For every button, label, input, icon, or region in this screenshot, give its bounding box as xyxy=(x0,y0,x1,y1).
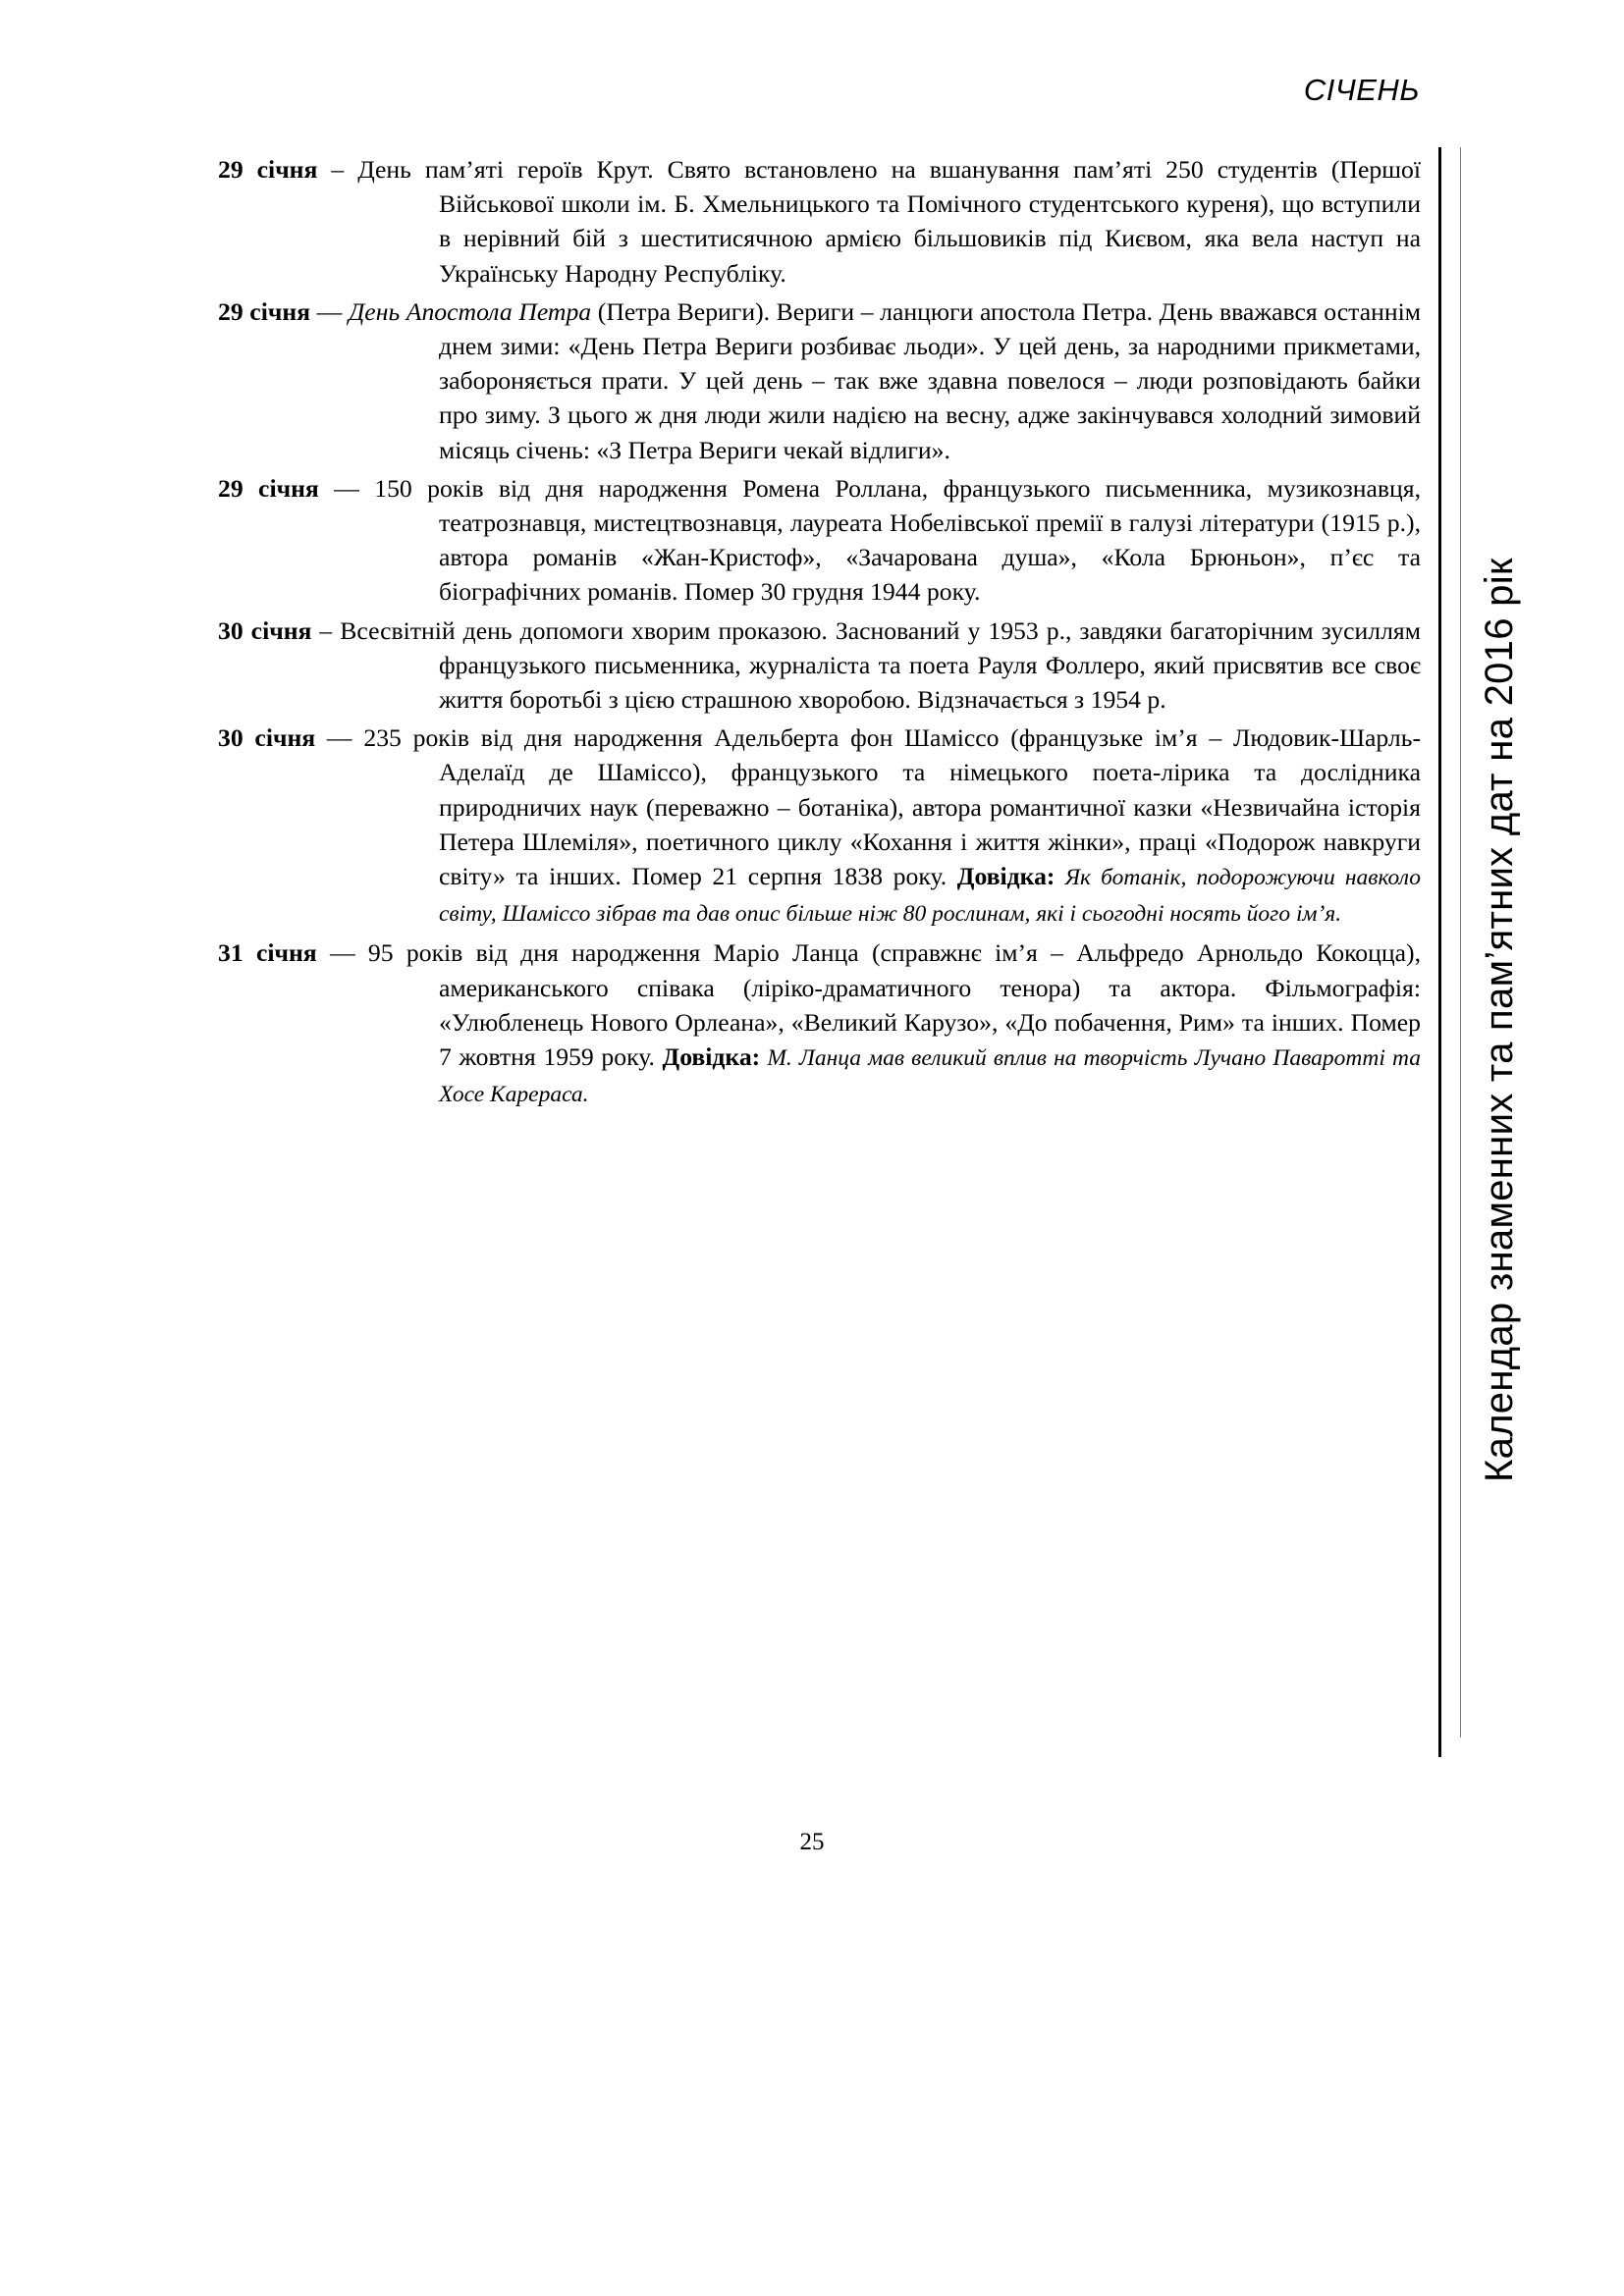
entry-text: 235 років від дня народження Адельберта фон Шаміссо (французьке ім’я – Людовик-Шарль-Аделаїд де Шаміссо), французького та німецького поета-лірика та дослідника природничих наук (переважно – ботаніка), автора романтичної казки «Незвичайна історія Петера Шлеміля», поетичного циклу «Кохання і життя жінки», праці «Подорож навкруги світу» та інших. Помер 21 серпня 1838 року. xyxy=(363,723,1421,891)
calendar-entry xyxy=(218,294,1421,467)
entry-separator: – xyxy=(317,155,358,184)
reference-label: Довідка: xyxy=(956,862,1056,891)
entry-separator: — xyxy=(316,938,368,968)
side-title: Календар знаменних та пам’ятних дат на 2016 рік xyxy=(1478,558,1521,1482)
entry-separator: — xyxy=(310,296,349,326)
calendar-entry xyxy=(218,471,1421,610)
entry-text: 150 років від дня народження Ромена Роллана, французького письменника, музикознавця, театрознавця, мистецтвознавця, лауреата Нобелівської премії в галузі літератури (1915 р.), автора романів «Жан-Кристоф», «Зачарована душа», «Кола Брюньон», п’єс та біографічних романів. Помер 30 грудня 1944 року. xyxy=(374,473,1422,607)
entry-separator: — xyxy=(318,473,375,503)
section-header: СІЧЕНЬ xyxy=(1303,73,1420,107)
margin-rule-thick xyxy=(1438,147,1441,1757)
entry-separator: – xyxy=(311,615,341,645)
calendar-entry xyxy=(218,935,1421,1112)
entry-separator: — xyxy=(315,723,364,753)
entry-text: Всесвітній день допомоги хворим проказою. Заснований у 1953 р., завдяки багаторічним зусиллям французького письменника, журналіста та поета Рауля Фоллеро, який присвятив все своє життя боротьбі з цією страшною хворобою. Відзначається з 1954 р. xyxy=(340,615,1421,715)
entry-date: 30 січня xyxy=(218,723,316,753)
reference-text: Як ботанік, подорожуючи навколо світу, Шаміссо зібрав та дав опис більше ніж 80 рослинам, які і сьогодні носять його ім’я. xyxy=(439,865,1422,928)
entry-text: День пам’яті героїв Крут. Свято встановлено на вшанування пам’яті 250 студентів (Першої Військової школи ім. Б. Хмельницького та Помічного студентського куреня), що вступили в нерівний бій з шеститисячною армією більшовиків під Києвом, яка вела наступ на Українську Народну Республіку. xyxy=(357,155,1421,288)
calendar-entry xyxy=(218,152,1421,291)
calendar-entries xyxy=(218,152,1421,1116)
entry-text: 95 років від дня народження Маріо Ланца (справжнє ім’я – Альфредо Арнольдо Кокоцца), американського співака (ліріко-драматичного тенора) та актора. Фільмографія: «Улюбленець Нового Орлеана», «Великий Карузо», «До побачення, Рим» та інших. Помер 7 жовтня 1959 року. xyxy=(367,938,1421,1072)
calendar-entry xyxy=(218,614,1421,718)
entry-italic-title: День Апостола Петра xyxy=(348,296,592,326)
entry-date: 29 січня xyxy=(218,473,319,503)
calendar-entry xyxy=(218,721,1421,932)
entry-date: 29 січня xyxy=(218,296,311,326)
entry-date: 31 січня xyxy=(218,938,317,968)
reference-text: М. Ланца мав великий вплив на творчість Лучано Паваротті та Хосе Карераса. xyxy=(439,1045,1421,1108)
margin-rule-thin xyxy=(1460,147,1461,1737)
page-number: 25 xyxy=(799,1829,825,1855)
entry-date: 29 січня xyxy=(218,155,318,184)
reference-label: Довідка: xyxy=(662,1042,761,1072)
entry-text: (Петра Вериги). Вериги – ланцюги апостола Петра. День вважався останнім днем зими: «День Петра Вериги розбиває льоди». У цей день, за народними прикметами, забороняється прати. У цей день – так вже здавна повелося – люди розповідають байки про зиму. З цього ж дня люди жили надією на весну, адже закінчувався холодний зимовий місяць січень: «З Петра Вериги чекай відлиги». xyxy=(439,296,1422,464)
entry-date: 30 січня xyxy=(218,615,312,645)
